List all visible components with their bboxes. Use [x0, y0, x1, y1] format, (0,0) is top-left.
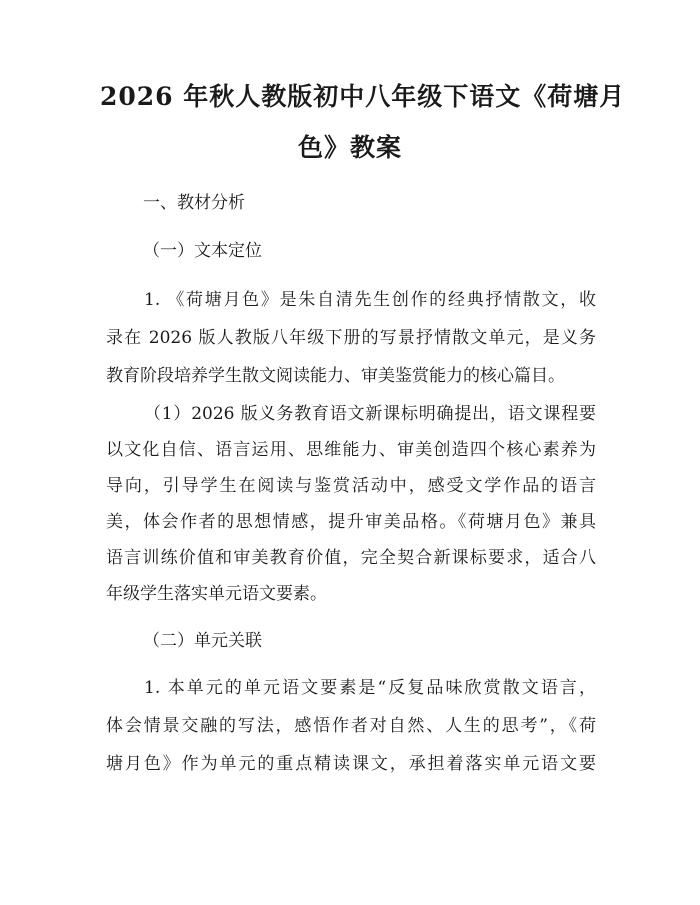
paragraph-2-line: 以文化自信、语言运用、思维能力、审美创造四个核心素养为: [106, 440, 596, 460]
paragraph-3-line: 1. 本单元的单元语文要素是“反复品味欣赏散文语言，: [144, 678, 596, 698]
paragraph-1-line: 教育阶段培养学生散文阅读能力、审美鉴赏能力的核心篇目。: [106, 366, 565, 386]
paragraph-3-line: 体会情景交融的写法，感悟作者对自然、人生的思考”，《荷: [106, 716, 596, 736]
document-title-line-1: 2026 年秋人教版初中八年级下语文《荷塘月: [100, 82, 626, 111]
paragraph-2-line: 美，体会作者的思想情感，提升审美品格。《荷塘月色》兼具: [106, 512, 596, 532]
subsection-heading-unit-connection: （二）单元关联: [143, 631, 262, 651]
section-heading-teaching-material-analysis: 一、教材分析: [143, 193, 245, 213]
paragraph-2-line: （1）2026 版义务教育语文新课标明确提出，语文课程要: [144, 404, 596, 424]
paragraph-2-line: 年级学生落实单元语文要素。: [106, 584, 327, 604]
paragraph-3-line: 塘月色》作为单元的重点精读课文，承担着落实单元语文要: [106, 754, 596, 774]
document-title-line-2: 色》教案: [297, 133, 402, 162]
subsection-heading-text-positioning: （一）文本定位: [143, 241, 262, 261]
paragraph-1-line: 录在 2026 版人教版八年级下册的写景抒情散文单元，是义务: [106, 328, 596, 348]
paragraph-1-line: 1. 《荷塘月色》是朱自清先生创作的经典抒情散文，收: [144, 290, 596, 310]
paragraph-2-line: 导向，引导学生在阅读与鉴赏活动中，感受文学作品的语言: [106, 476, 596, 496]
paragraph-2-line: 语言训练价值和审美教育价值，完全契合新课标要求，适合八: [106, 548, 596, 568]
